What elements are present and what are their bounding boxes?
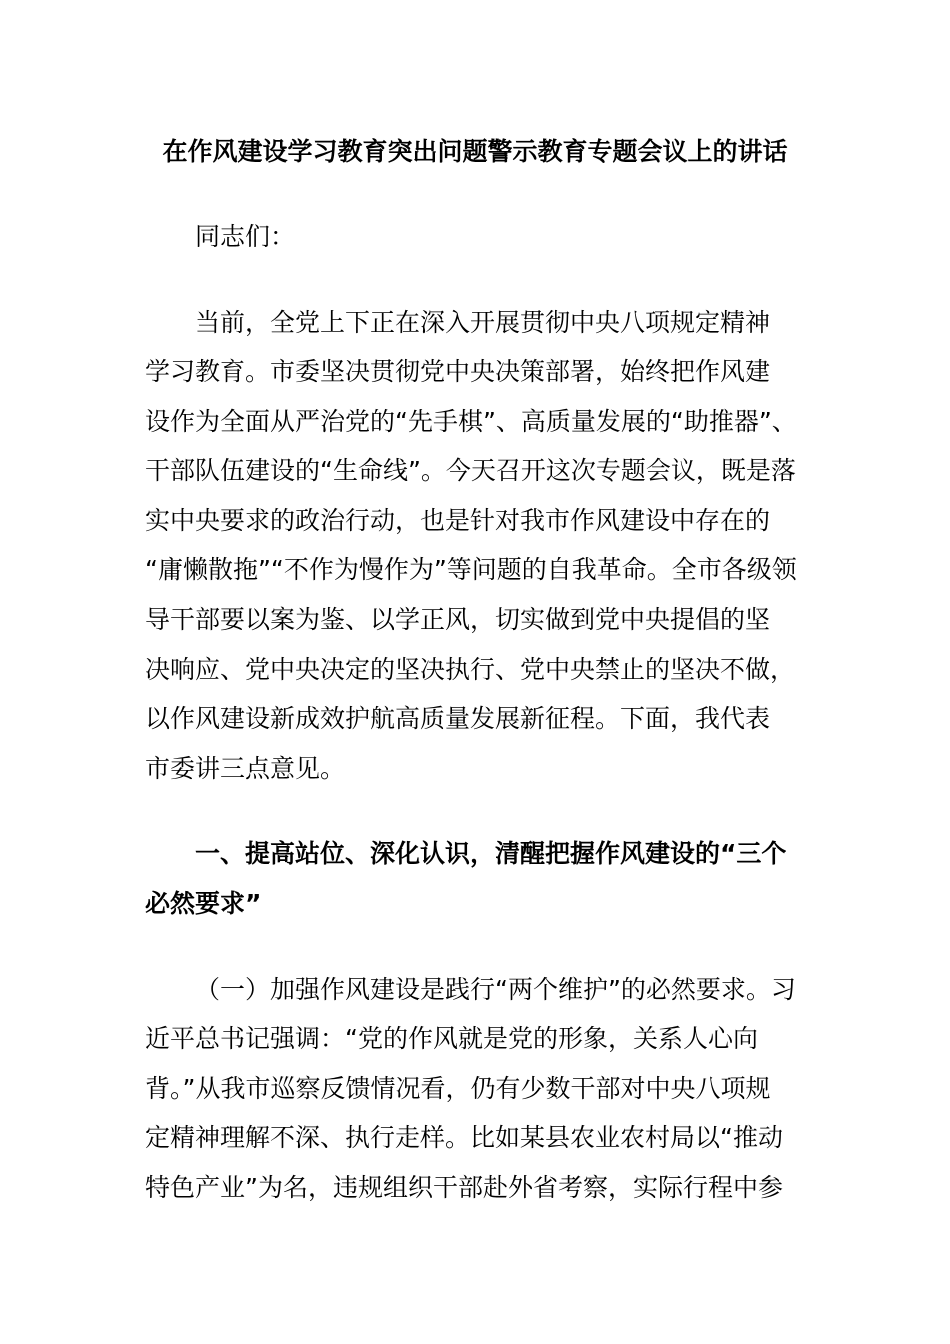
paragraph-line: 近平总书记强调：“党的作风就是党的形象，关系人心向 [145,1024,758,1053]
paragraph-line: 当前，全党上下正在深入开展贯彻中央八项规定精神 [195,308,771,337]
paragraph-line: 干部队伍建设的“生命线”。今天召开这次专题会议，既是落 [145,456,796,485]
greeting: 同志们： [195,222,296,251]
paragraph-line: 市委讲三点意见。 [145,754,346,783]
paragraph-line: 定精神理解不深、执行走样。比如某县农业农村局以“推动 [145,1123,783,1152]
heading-line: 一、提高站位、深化认识，清醒把握作风建设的“三个 [195,839,787,868]
paragraph-line: 以作风建设新成效护航高质量发展新征程。下面，我代表 [145,704,771,733]
paragraph-line: 学习教育。市委坚决贯彻党中央决策部署，始终把作风建 [145,357,771,386]
paragraph-line: 实中央要求的政治行动，也是针对我市作风建设中存在的 [145,506,771,535]
heading-line: 必然要求” [145,889,262,918]
paragraph-line: 背。”从我市巡察反馈情况看，仍有少数干部对中央八项规 [145,1074,771,1103]
document-title: 在作风建设学习教育突出问题警示教育专题会议上的讲话 [162,137,788,166]
paragraph-line: 导干部要以案为鉴、以学正风，切实做到党中央提倡的坚 [145,605,771,634]
paragraph-line: 特色产业”为名，违规组织干部赴外省考察，实际行程中参 [145,1173,783,1202]
paragraph-line: “庸懒散拖”“不作为慢作为”等问题的自我革命。全市各级领 [145,555,797,584]
paragraph-line: 决响应、党中央决定的坚决执行、党中央禁止的坚决不做， [145,655,796,684]
paragraph-line: 设作为全面从严治党的“先手棋”、高质量发展的“助推器”、 [145,407,797,436]
paragraph-line: （一）加强作风建设是践行“两个维护”的必然要求。习 [195,975,796,1004]
